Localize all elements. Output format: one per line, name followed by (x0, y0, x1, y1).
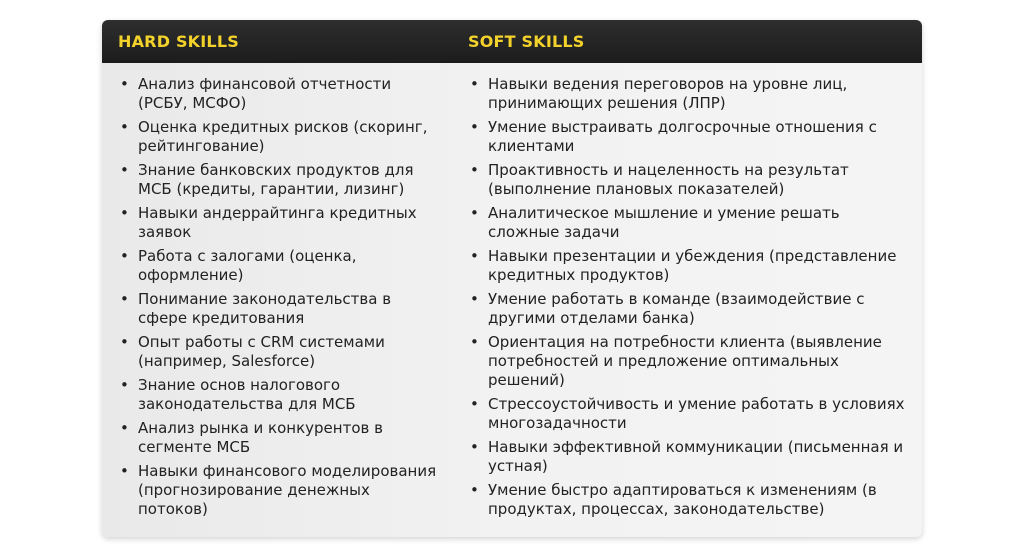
soft-skill-item-text: Навыки презентации и убеждения (представление кредитных продуктов) (488, 247, 897, 284)
bullet-icon: • (470, 438, 479, 456)
table-body (102, 63, 922, 537)
hard-skill-item-text: Анализ финансовой отчетности (РСБУ, МСФО) (138, 75, 392, 112)
hard-skill-item-text: Навыки финансового моделирования (прогнозирование денежных потоков) (138, 462, 437, 518)
hard-skill-item (120, 161, 438, 199)
hard-skill-item-text: Анализ рынка и конкурентов в сегменте МСБ (138, 419, 383, 456)
bullet-icon: • (120, 118, 129, 136)
soft-skill-item-text: Стрессоустойчивость и умение работать в условиях многозадачности (488, 395, 905, 432)
soft-skill-item (470, 118, 910, 156)
soft-skill-item-text: Умение выстраивать долгосрочные отношения с клиентами (488, 118, 877, 155)
soft-skill-item-text: Навыки ведения переговоров на уровне лиц, принимающих решения (ЛПР) (488, 75, 848, 112)
bullet-icon: • (120, 290, 129, 308)
bullet-icon: • (470, 75, 479, 93)
soft-skill-item (470, 395, 910, 433)
soft-skill-item (470, 333, 910, 390)
soft-skills-list (470, 75, 910, 524)
hard-skill-item-text: Понимание законодательства в сфере кредитования (138, 290, 392, 327)
soft-skill-item (470, 161, 910, 199)
bullet-icon: • (470, 395, 479, 413)
hard-skills-heading: HARD SKILLS (118, 32, 239, 51)
soft-skills-heading: SOFT SKILLS (468, 32, 585, 51)
soft-skill-item-text: Навыки эффективной коммуникации (письменная и устная) (488, 438, 904, 475)
bullet-icon: • (120, 376, 129, 394)
hard-skill-item (120, 462, 438, 519)
bullet-icon: • (470, 161, 479, 179)
bullet-icon: • (120, 462, 129, 480)
bullet-icon: • (470, 118, 479, 136)
hard-skill-item (120, 118, 438, 156)
hard-skill-item-text: Опыт работы с CRM системами (например, Salesforce) (138, 333, 385, 370)
bullet-icon: • (120, 419, 129, 437)
hard-skill-item (120, 376, 438, 414)
soft-skill-item (470, 204, 910, 242)
hard-skill-item (120, 333, 438, 371)
soft-skill-item-text: Умение быстро адаптироваться к изменениям (в продуктах, процессах, законодательстве) (488, 481, 877, 518)
bullet-icon: • (470, 290, 479, 308)
hard-skills-list (120, 75, 438, 524)
hard-skill-item (120, 419, 438, 457)
soft-skill-item (470, 247, 910, 285)
soft-skill-item (470, 75, 910, 113)
bullet-icon: • (120, 204, 129, 222)
soft-skill-item (470, 290, 910, 328)
hard-skill-item (120, 75, 438, 113)
soft-skill-item-text: Аналитическое мышление и умение решать сложные задачи (488, 204, 840, 241)
table-header (102, 20, 922, 63)
hard-skill-item-text: Навыки андеррайтинга кредитных заявок (138, 204, 417, 241)
hard-skill-item-text: Оценка кредитных рисков (скоринг, рейтингование) (138, 118, 428, 155)
hard-skill-item (120, 247, 438, 285)
hard-skill-item-text: Знание банковских продуктов для МСБ (кредиты, гарантии, лизинг) (138, 161, 414, 198)
bullet-icon: • (470, 333, 479, 351)
soft-skill-item-text: Умение работать в команде (взаимодействие с другими отделами банка) (488, 290, 865, 327)
hard-skill-item-text: Работа с залогами (оценка, оформление) (138, 247, 357, 284)
soft-skill-item-text: Проактивность и нацеленность на результат (выполнение плановых показателей) (488, 161, 849, 198)
bullet-icon: • (120, 161, 129, 179)
bullet-icon: • (470, 247, 479, 265)
soft-skill-item (470, 438, 910, 476)
bullet-icon: • (470, 481, 479, 499)
bullet-icon: • (120, 333, 129, 351)
soft-skill-item-text: Ориентация на потребности клиента (выявление потребностей и предложение оптимальных решений) (488, 333, 882, 389)
skills-table (102, 20, 922, 537)
hard-skill-item (120, 204, 438, 242)
hard-skill-item (120, 290, 438, 328)
hard-skill-item-text: Знание основ налогового законодательства для МСБ (138, 376, 356, 413)
soft-skill-item (470, 481, 910, 519)
bullet-icon: • (470, 204, 479, 222)
bullet-icon: • (120, 75, 129, 93)
bullet-icon: • (120, 247, 129, 265)
